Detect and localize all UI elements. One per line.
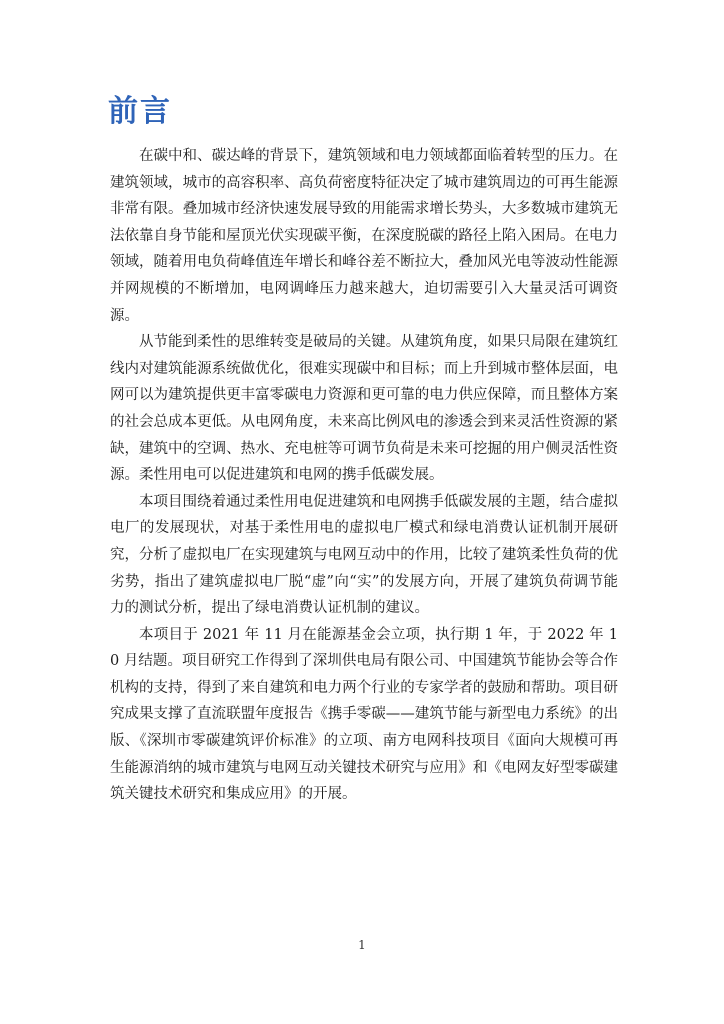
paragraph: 在碳中和、碳达峰的背景下，建筑领域和电力领域都面临着转型的压力。在建筑领域，城市的高容积率、高负荷密度特征决定了城市建筑周边的可再生能源非常有限。叠加城市经济快速发展导致的用能需求增长势头，大多数城市建筑无法依靠自身节能和屋顶光伏实现碳平衡，在深度脱碳的路径上陷入困局。在电力领域，随着用电负荷峰值连年增长和峰谷差不断拉大，叠加风光电等波动性能源并网规模的不断增加，电网调峰压力越来越大，迫切需要引入大量灵活可调资源。 xyxy=(110,148,618,324)
paragraph: 从节能到柔性的思维转变是破局的关键。从建筑角度，如果只局限在建筑红线内对建筑能源系统做优化，很难实现碳中和目标；而上升到城市整体层面，电网可以为建筑提供更丰富零碳电力资源和更可靠的电力供应保障，而且整体方案的社会总成本更低。从电网角度，未来高比例风电的渗透会到来灵活性资源的紧缺，建筑中的空调、热水、充电桩等可调节负荷是未来可挖掘的用户侧灵活性资源。柔性用电可以促进建筑和电网的携手低碳发展。 xyxy=(110,334,618,484)
paragraph: 本项目围绕着通过柔性用电促进建筑和电网携手低碳发展的主题，结合虚拟电厂的发展现状，对基于柔性用电的虚拟电厂模式和绿电消费认证机制开展研究，分析了虚拟电厂在实现建筑与电网互动中的作用，比较了建筑柔性负荷的优劣势，指出了建筑虚拟电厂脱“虚”向“实”的发展方向，开展了建筑负荷调节能力的测试分析，提出了绿电消费认证机制的建议。 xyxy=(110,493,618,617)
page-number: 1 xyxy=(358,938,366,952)
page-title: 前言 xyxy=(108,94,172,129)
paragraph: 本项目于 2021 年 11 月在能源基金会立项，执行期 1 年，于 2022 年 10 月结题。项目研究工作得到了深圳供电局有限公司、中国建筑节能协会等合作机构的支持，得到了来自建筑和电力两个行业的专家学者的鼓励和帮助。项目研究成果支撑了直流联盟年度报告《携手零碳——建筑节能与新型电力系统》的出版、《深圳市零碳建筑评价标准》的立项、南方电网科技项目《面向大规模可再生能源消纳的城市建筑与电网互动关键技术研究与应用》和《电网友好型零碳建筑关键技术研究和集成应用》的开展。 xyxy=(110,626,618,803)
body-text xyxy=(110,143,618,808)
